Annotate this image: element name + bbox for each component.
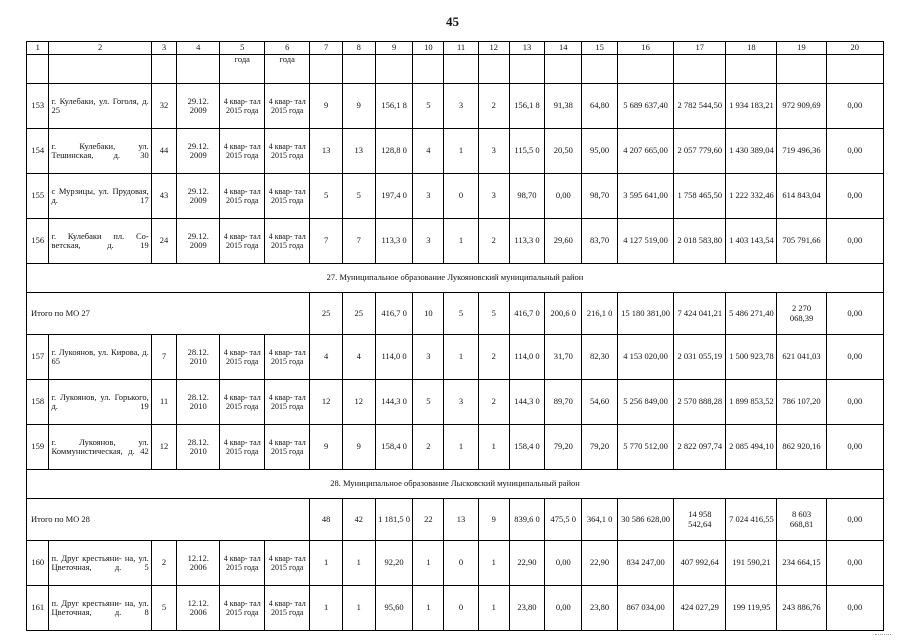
cell-c15: 79,20 [582, 425, 618, 470]
cell-c18: 1 899 853,52 [726, 380, 777, 425]
table-row [27, 219, 884, 264]
cell [151, 55, 177, 84]
cell-c11: 0 [444, 586, 479, 631]
cell-c13: 115,5 0 [509, 129, 545, 174]
stage-deadline: 4 квар- тал 2015 года [220, 219, 265, 264]
cell-c8: 4 [342, 335, 375, 380]
cell-c13: 98,70 [509, 174, 545, 219]
subtotal-label: Итого по МО 28 [27, 499, 310, 541]
row-number: 156 [27, 219, 49, 264]
section-title: 27. Муниципальное образование Лукояновский муниципальный район [27, 264, 884, 293]
subtotal-cell-c8: 42 [342, 499, 375, 541]
cell [509, 55, 545, 84]
cell-c15: 95,00 [582, 129, 618, 174]
stage-deadline: 4 квар- тал 2015 года [220, 380, 265, 425]
subtotal-cell-c9: 1 181,5 0 [375, 499, 413, 541]
subtotal-cell-c10: 22 [413, 499, 444, 541]
col-number: 16 [617, 42, 673, 55]
house-address: п. Друг крестьяни- на, ул. Цветочная, д. 8 [49, 586, 151, 631]
cell-c10: 3 [413, 174, 444, 219]
subtotal-cell-c17: 7 424 041,21 [674, 293, 726, 335]
cell-c13: 158,4 0 [509, 425, 545, 470]
cell-c7: 5 [310, 174, 343, 219]
house-address: г. Лукоянов, ул. Коммунистическая, д. 42 [49, 425, 151, 470]
cell [826, 55, 883, 84]
subtotal-row [27, 499, 884, 541]
col-number: 5 [220, 42, 265, 55]
row-number: 153 [27, 84, 49, 129]
cell-c3: 5 [151, 586, 177, 631]
cell-c19: 862 920,16 [777, 425, 826, 470]
cell-c20: 0,00 [826, 380, 883, 425]
cell-c13: 113,3 0 [509, 219, 545, 264]
cell-c12: 3 [478, 129, 509, 174]
table-body [27, 42, 884, 631]
cell-resettlement-deadline: года [265, 55, 310, 84]
subtotal-cell-c13: 839,6 0 [509, 499, 545, 541]
cell-c14: 31,70 [545, 335, 582, 380]
cell-c9: 158,4 0 [375, 425, 413, 470]
cell-c7: 13 [310, 129, 343, 174]
cell-c12: 1 [478, 425, 509, 470]
cell-c16: 5 689 637,40 [617, 84, 673, 129]
cell-c3: 2 [151, 541, 177, 586]
cell-c18: 1 222 332,46 [726, 174, 777, 219]
cell-c13: 114,0 0 [509, 335, 545, 380]
stage-deadline: 4 квар- тал 2015 года [220, 425, 265, 470]
cell-c19: 786 107,20 [777, 380, 826, 425]
cell-c11: 3 [444, 84, 479, 129]
cell-c20: 0,00 [826, 335, 883, 380]
subtotal-cell-c9: 416,7 0 [375, 293, 413, 335]
cell-c14: 0,00 [545, 586, 582, 631]
row-number: 161 [27, 586, 49, 631]
cell-c20: 0,00 [826, 84, 883, 129]
continuation-row [27, 55, 884, 84]
row-number: 157 [27, 335, 49, 380]
cell-c9: 95,60 [375, 586, 413, 631]
subtotal-cell-c14: 200,6 0 [545, 293, 582, 335]
resettlement-deadline: 4 квар- тал 2015 года [265, 174, 310, 219]
cell [342, 55, 375, 84]
cell-c15: 64,80 [582, 84, 618, 129]
column-number-row [27, 42, 884, 55]
cell-c3: 24 [151, 219, 177, 264]
cell-c18: 191 590,21 [726, 541, 777, 586]
cell-c9: 156,1 8 [375, 84, 413, 129]
stage-deadline: 4 квар- тал 2015 года [220, 129, 265, 174]
section-title: 28. Муниципальное образование Лысковский муниципальный район [27, 470, 884, 499]
subtotal-cell-c11: 13 [444, 499, 479, 541]
cell [49, 55, 151, 84]
house-address: г. Кулебаки, ул. Гоголя, д. 25 [49, 84, 151, 129]
cell-c18: 199 119,95 [726, 586, 777, 631]
cell-c7: 1 [310, 586, 343, 631]
col-number: 13 [509, 42, 545, 55]
cell-c10: 1 [413, 586, 444, 631]
cell-c17: 2 057 779,60 [674, 129, 726, 174]
cell-c11: 1 [444, 129, 479, 174]
table-row [27, 541, 884, 586]
cell-c12: 1 [478, 541, 509, 586]
cell-c14: 20,50 [545, 129, 582, 174]
section-header-row [27, 264, 884, 293]
cell-c17: 424 027,29 [674, 586, 726, 631]
col-number: 2 [49, 42, 151, 55]
cell-c13: 144,3 0 [509, 380, 545, 425]
subtotal-cell-c16: 30 586 628,00 [617, 499, 673, 541]
cell [413, 55, 444, 84]
cell-c19: 972 909,69 [777, 84, 826, 129]
table-row [27, 425, 884, 470]
col-number: 20 [826, 42, 883, 55]
col-number: 12 [478, 42, 509, 55]
col-number: 10 [413, 42, 444, 55]
cell-c13: 22,90 [509, 541, 545, 586]
resettlement-deadline: 4 квар- тал 2015 года [265, 219, 310, 264]
subtotal-cell-c12: 5 [478, 293, 509, 335]
resettlement-deadline: 4 квар- тал 2015 года [265, 335, 310, 380]
cell-stage-deadline: года [220, 55, 265, 84]
recognition-date: 28.12. 2010 [177, 425, 220, 470]
resettlement-deadline: 4 квар- тал 2015 года [265, 586, 310, 631]
cell-c10: 3 [413, 219, 444, 264]
cell-c11: 3 [444, 380, 479, 425]
subtotal-row [27, 293, 884, 335]
cell-c19: 719 496,36 [777, 129, 826, 174]
subtotal-cell-c7: 25 [310, 293, 343, 335]
cell-c20: 0,00 [826, 586, 883, 631]
col-number: 6 [265, 42, 310, 55]
subtotal-cell-c19: 8 603 668,81 [777, 499, 826, 541]
stage-deadline: 4 квар- тал 2015 года [220, 335, 265, 380]
cell [27, 55, 49, 84]
resettlement-deadline: 4 квар- тал 2015 года [265, 541, 310, 586]
cell-c12: 2 [478, 335, 509, 380]
cell-c17: 2 822 097,74 [674, 425, 726, 470]
cell-c16: 5 256 849,00 [617, 380, 673, 425]
cell [777, 55, 826, 84]
recognition-date: 29.12. 2009 [177, 84, 220, 129]
cell-c8: 13 [342, 129, 375, 174]
cell-c9: 92,20 [375, 541, 413, 586]
cell-c18: 1 500 923,78 [726, 335, 777, 380]
col-number: 19 [777, 42, 826, 55]
cell-c7: 1 [310, 541, 343, 586]
row-number: 158 [27, 380, 49, 425]
recognition-date: 12.12. 2006 [177, 586, 220, 631]
cell-c20: 0,00 [826, 219, 883, 264]
row-number: 159 [27, 425, 49, 470]
cell-c7: 9 [310, 84, 343, 129]
subtotal-label: Итого по МО 27 [27, 293, 310, 335]
cell-c14: 29,60 [545, 219, 582, 264]
recognition-date: 28.12. 2010 [177, 380, 220, 425]
cell [310, 55, 343, 84]
resettlement-deadline: 4 квар- тал 2015 года [265, 84, 310, 129]
housing-program-table [26, 41, 884, 631]
cell-c7: 12 [310, 380, 343, 425]
cell-c16: 4 127 519,00 [617, 219, 673, 264]
cell-c19: 705 791,66 [777, 219, 826, 264]
subtotal-cell-c18: 5 486 271,40 [726, 293, 777, 335]
recognition-date: 29.12. 2009 [177, 219, 220, 264]
house-address: г. Кулебаки, ул. Тешинская, д. 30 [49, 129, 151, 174]
cell-c15: 82,30 [582, 335, 618, 380]
cell-c8: 9 [342, 425, 375, 470]
subtotal-cell-c20: 0,00 [826, 293, 883, 335]
col-number: 8 [342, 42, 375, 55]
cell-c10: 4 [413, 129, 444, 174]
cell-c11: 1 [444, 335, 479, 380]
subtotal-cell-c10: 10 [413, 293, 444, 335]
cell-c15: 83,70 [582, 219, 618, 264]
cell-c11: 0 [444, 174, 479, 219]
cell-c3: 43 [151, 174, 177, 219]
cell-c7: 7 [310, 219, 343, 264]
cell-c3: 44 [151, 129, 177, 174]
cell-c9: 144,3 0 [375, 380, 413, 425]
cell-c14: 0,00 [545, 541, 582, 586]
cell-c16: 834 247,00 [617, 541, 673, 586]
section-header-row [27, 470, 884, 499]
subtotal-cell-c17: 14 958 542,64 [674, 499, 726, 541]
house-address: п. Друг крестьяни- на, ул. Цветочная, д. 5 [49, 541, 151, 586]
cell-c17: 2 570 888,28 [674, 380, 726, 425]
cell [375, 55, 413, 84]
cell-c8: 7 [342, 219, 375, 264]
cell-c17: 1 758 465,50 [674, 174, 726, 219]
resettlement-deadline: 4 квар- тал 2015 года [265, 425, 310, 470]
cell-c8: 1 [342, 586, 375, 631]
stage-deadline: 4 квар- тал 2015 года [220, 586, 265, 631]
cell-c8: 5 [342, 174, 375, 219]
col-number: 3 [151, 42, 177, 55]
house-address: с Мурзицы, ул. Прудовая, д. 17 [49, 174, 151, 219]
cell-c10: 1 [413, 541, 444, 586]
subtotal-cell-c11: 5 [444, 293, 479, 335]
cell [478, 55, 509, 84]
cell [177, 55, 220, 84]
cell-c3: 11 [151, 380, 177, 425]
house-address: г. Лукоянов, ул. Горького, д. 19 [49, 380, 151, 425]
cell-c10: 5 [413, 380, 444, 425]
stage-deadline: 4 квар- тал 2015 года [220, 174, 265, 219]
cell-c15: 98,70 [582, 174, 618, 219]
resettlement-deadline: 4 квар- тал 2015 года [265, 129, 310, 174]
col-number: 9 [375, 42, 413, 55]
cell-c12: 3 [478, 174, 509, 219]
subtotal-cell-c18: 7 024 416,55 [726, 499, 777, 541]
col-number: 14 [545, 42, 582, 55]
cell-c18: 1 934 183,21 [726, 84, 777, 129]
col-number: 1 [27, 42, 49, 55]
cell-c16: 5 770 512,00 [617, 425, 673, 470]
cell-c12: 2 [478, 84, 509, 129]
cell-c10: 3 [413, 335, 444, 380]
cell-c9: 114,0 0 [375, 335, 413, 380]
cell [444, 55, 479, 84]
table-row [27, 174, 884, 219]
cell-c19: 621 041,03 [777, 335, 826, 380]
stage-deadline: 4 квар- тал 2015 года [220, 541, 265, 586]
subtotal-cell-c16: 15 180 381,00 [617, 293, 673, 335]
cell [726, 55, 777, 84]
row-number: 155 [27, 174, 49, 219]
subtotal-cell-c8: 25 [342, 293, 375, 335]
cell-c11: 0 [444, 541, 479, 586]
cell-c18: 1 430 389,04 [726, 129, 777, 174]
cell-c17: 2 782 544,50 [674, 84, 726, 129]
cell-c18: 1 403 143,54 [726, 219, 777, 264]
table-row [27, 84, 884, 129]
cell-c15: 54,60 [582, 380, 618, 425]
cell-c8: 9 [342, 84, 375, 129]
house-address: г. Кулебаки пл. Со- ветская, д. 19 [49, 219, 151, 264]
col-number: 15 [582, 42, 618, 55]
cell-c15: 23,80 [582, 586, 618, 631]
subtotal-cell-c13: 416,7 0 [509, 293, 545, 335]
subtotal-cell-c15: 364,1 0 [582, 499, 618, 541]
recognition-date: 29.12. 2009 [177, 174, 220, 219]
cell-c11: 1 [444, 425, 479, 470]
cell-c16: 867 034,00 [617, 586, 673, 631]
cell-c8: 1 [342, 541, 375, 586]
subtotal-cell-c14: 475,5 0 [545, 499, 582, 541]
cell-c16: 3 595 641,00 [617, 174, 673, 219]
cell-c9: 128,8 0 [375, 129, 413, 174]
cell-c19: 614 843,04 [777, 174, 826, 219]
cell-c18: 2 085 494,10 [726, 425, 777, 470]
col-number: 17 [674, 42, 726, 55]
cell-c10: 2 [413, 425, 444, 470]
cell-c15: 22,90 [582, 541, 618, 586]
cell-c3: 32 [151, 84, 177, 129]
col-number: 7 [310, 42, 343, 55]
cell-c17: 407 992,64 [674, 541, 726, 586]
cell-c14: 89,70 [545, 380, 582, 425]
recognition-date: 12.12. 2006 [177, 541, 220, 586]
cell-c20: 0,00 [826, 174, 883, 219]
cell-c11: 1 [444, 219, 479, 264]
cell [582, 55, 618, 84]
house-address: г. Лукоянов, ул. Кирова, д. 65 [49, 335, 151, 380]
subtotal-cell-c19: 2 270 068,39 [777, 293, 826, 335]
recognition-date: 28.12. 2010 [177, 335, 220, 380]
page-number: 45 [446, 14, 459, 29]
cell-c16: 4 207 665,00 [617, 129, 673, 174]
cell-c8: 12 [342, 380, 375, 425]
stage-deadline: 4 квар- тал 2015 года [220, 84, 265, 129]
cell-c12: 2 [478, 380, 509, 425]
cell-c7: 9 [310, 425, 343, 470]
cell-c19: 243 886,76 [777, 586, 826, 631]
recognition-date: 29.12. 2009 [177, 129, 220, 174]
col-number: 11 [444, 42, 479, 55]
cell-c13: 156,1 8 [509, 84, 545, 129]
table-row [27, 335, 884, 380]
cell-c20: 0,00 [826, 541, 883, 586]
cell-c14: 91,38 [545, 84, 582, 129]
resettlement-deadline: 4 квар- тал 2015 года [265, 380, 310, 425]
cell-c12: 2 [478, 219, 509, 264]
cell-c13: 23,80 [509, 586, 545, 631]
cell-c16: 4 153 020,00 [617, 335, 673, 380]
cell-c9: 113,3 0 [375, 219, 413, 264]
cell-c17: 2 031 055,19 [674, 335, 726, 380]
subtotal-cell-c15: 216,1 0 [582, 293, 618, 335]
cell-c3: 7 [151, 335, 177, 380]
cell [545, 55, 582, 84]
table-row [27, 586, 884, 631]
subtotal-cell-c20: 0,00 [826, 499, 883, 541]
cell [674, 55, 726, 84]
cell-c20: 0,00 [826, 129, 883, 174]
cell [617, 55, 673, 84]
cell-c14: 79,20 [545, 425, 582, 470]
cell-c10: 5 [413, 84, 444, 129]
cell-c20: 0,00 [826, 425, 883, 470]
table-row [27, 380, 884, 425]
cell-c14: 0,00 [545, 174, 582, 219]
col-number: 18 [726, 42, 777, 55]
row-number: 160 [27, 541, 49, 586]
cell-c12: 1 [478, 586, 509, 631]
row-number: 154 [27, 129, 49, 174]
table-row [27, 129, 884, 174]
subtotal-cell-c7: 48 [310, 499, 343, 541]
col-number: 4 [177, 42, 220, 55]
cell-c9: 197,4 0 [375, 174, 413, 219]
cell-c17: 2 018 583,80 [674, 219, 726, 264]
scan-mark [875, 634, 891, 638]
subtotal-cell-c12: 9 [478, 499, 509, 541]
cell-c19: 234 664,15 [777, 541, 826, 586]
cell-c7: 4 [310, 335, 343, 380]
cell-c3: 12 [151, 425, 177, 470]
